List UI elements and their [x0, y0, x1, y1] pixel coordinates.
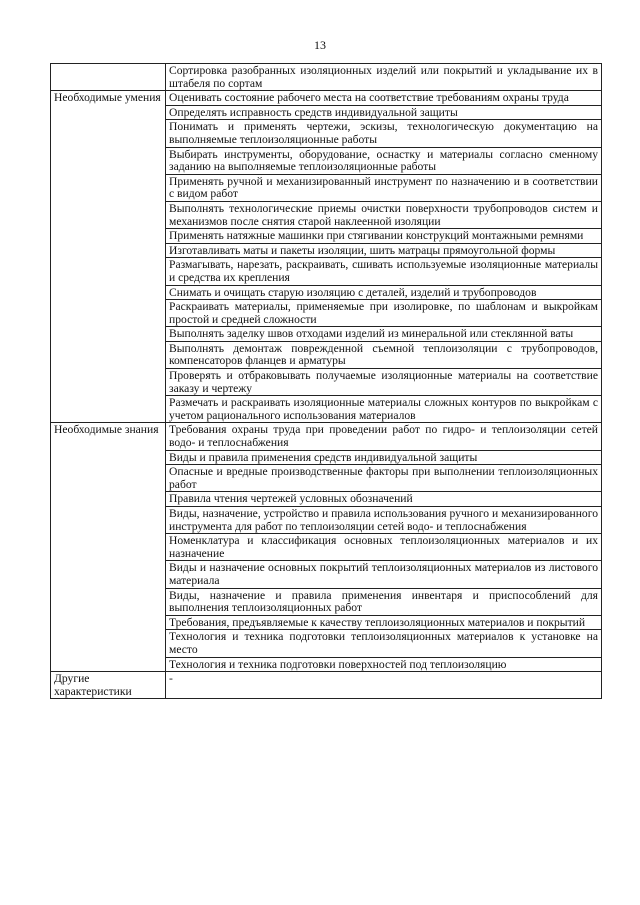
item-text: Сортировка разобранных изоляционных изделий или покрытий и укладывание их в штабеля по сортам — [169, 64, 598, 90]
requirements-table — [50, 63, 602, 699]
item-text: Изготавливать маты и пакеты изоляции, шить матрацы прямоугольной формы — [169, 243, 556, 257]
item-text: Виды и правила применения средств индивидуальной защиты — [169, 450, 478, 464]
item-cell — [166, 450, 602, 465]
item-cell — [166, 465, 602, 492]
item-cell — [166, 300, 602, 327]
item-text: Выполнять технологические приемы очистки поверхности трубопроводов систем и механизмов после снятия старой наклеенной изоляции — [169, 201, 598, 228]
item-cell — [166, 507, 602, 534]
item-text: Выполнять демонтаж поврежденной съемной теплоизоляции с трубопроводов, компенсаторов фланцев и арматуры — [169, 341, 598, 368]
item-text: Виды и назначение основных покрытий теплоизоляционных материалов из листового материала — [169, 561, 598, 587]
item-text: Размечать и раскраивать изоляционные материалы сложных контуров по выкройкам с учетом рационального использования материалов — [169, 396, 598, 422]
item-cell — [166, 201, 602, 228]
table-row — [51, 672, 602, 699]
item-cell — [166, 285, 602, 300]
item-cell — [166, 174, 602, 201]
item-cell — [166, 243, 602, 258]
item-text: Оценивать состояние рабочего места на соответствие требованиям охраны труда — [169, 91, 569, 105]
category-cell-knowledge: Необходимые знания — [51, 423, 166, 672]
item-cell — [166, 534, 602, 561]
category-cell-empty — [51, 64, 166, 91]
item-text: Требования охраны труда при проведении работ по гидро- и теплоизоляции сетей водо- и теплоснабжения — [169, 423, 598, 450]
item-cell — [166, 258, 602, 285]
item-text: Опасные и вредные производственные факторы при выполнении теплоизоляционных работ — [169, 465, 598, 491]
item-text: Понимать и применять чертежи, эскизы, технологическую документацию на выполняемые теплоизоляционные работы — [169, 120, 598, 146]
category-cell-other: Другие характеристики — [51, 672, 166, 699]
item-cell — [166, 615, 602, 630]
item-cell — [166, 327, 602, 342]
item-cell — [166, 423, 602, 450]
item-cell — [166, 120, 602, 147]
page-number: 13 — [314, 38, 326, 52]
item-text: Применять натяжные машинки при стягивании конструкций монтажными ремнями — [169, 229, 584, 243]
item-text: Выполнять заделку швов отходами изделий из минеральной или стеклянной ваты — [169, 327, 574, 341]
item-text: Определять исправность средств индивидуальной защиты — [169, 105, 458, 119]
table-row — [51, 423, 602, 450]
item-text: Проверять и отбраковывать получаемые изоляционные материалы на соответствие заказу и чертежу — [169, 369, 598, 395]
table-row — [51, 64, 602, 91]
item-cell — [166, 229, 602, 244]
item-cell — [166, 105, 602, 120]
item-text: Правила чтения чертежей условных обозначений — [169, 492, 413, 506]
item-text: Виды, назначение, устройство и правила использования ручного и механизированного инструмента для работ по теплоизоляции сетей водо- и теплоснабжения — [169, 507, 598, 533]
item-cell — [166, 341, 602, 368]
item-text: Применять ручной и механизированный инструмент по назначению и в соответствии с видом работ — [169, 174, 598, 201]
item-text: Раскраивать материалы, применяемые при изолировке, по шаблонам и выкройкам простой и средней сложности — [169, 300, 598, 326]
item-cell — [166, 561, 602, 588]
item-text: Требования, предъявляемые к качеству теплоизоляционных материалов и покрытий — [169, 615, 586, 629]
item-text: Выбирать инструменты, оборудование, оснастку и материалы согласно сменному заданию на выполняемые теплоизоляционные работы — [169, 147, 598, 174]
table-row — [51, 91, 602, 106]
item-cell — [166, 64, 602, 91]
item-cell — [166, 672, 602, 699]
item-text: Технология и техника подготовки поверхностей под теплоизоляцию — [169, 657, 507, 671]
item-text: Технология и техника подготовки теплоизоляционных материалов к установке на место — [169, 630, 598, 656]
item-text: Номенклатура и классификация основных теплоизоляционных материалов и их назначение — [169, 534, 598, 560]
item-text: - — [169, 672, 173, 686]
category-cell-skills: Необходимые умения — [51, 91, 166, 423]
item-cell — [166, 91, 602, 106]
item-cell — [166, 396, 602, 423]
item-text: Снимать и очищать старую изоляцию с деталей, изделий и трубопроводов — [169, 285, 537, 299]
item-cell — [166, 657, 602, 672]
item-text: Размагывать, нарезать, раскраивать, сшивать используемые изоляционные материалы и средства их крепления — [169, 258, 598, 284]
item-cell — [166, 369, 602, 396]
item-cell — [166, 492, 602, 507]
item-cell — [166, 630, 602, 657]
item-cell — [166, 588, 602, 615]
item-cell — [166, 147, 602, 174]
item-text: Виды, назначение и правила применения инвентаря и приспособлений для выполнения теплоизоляционных работ — [169, 588, 598, 615]
